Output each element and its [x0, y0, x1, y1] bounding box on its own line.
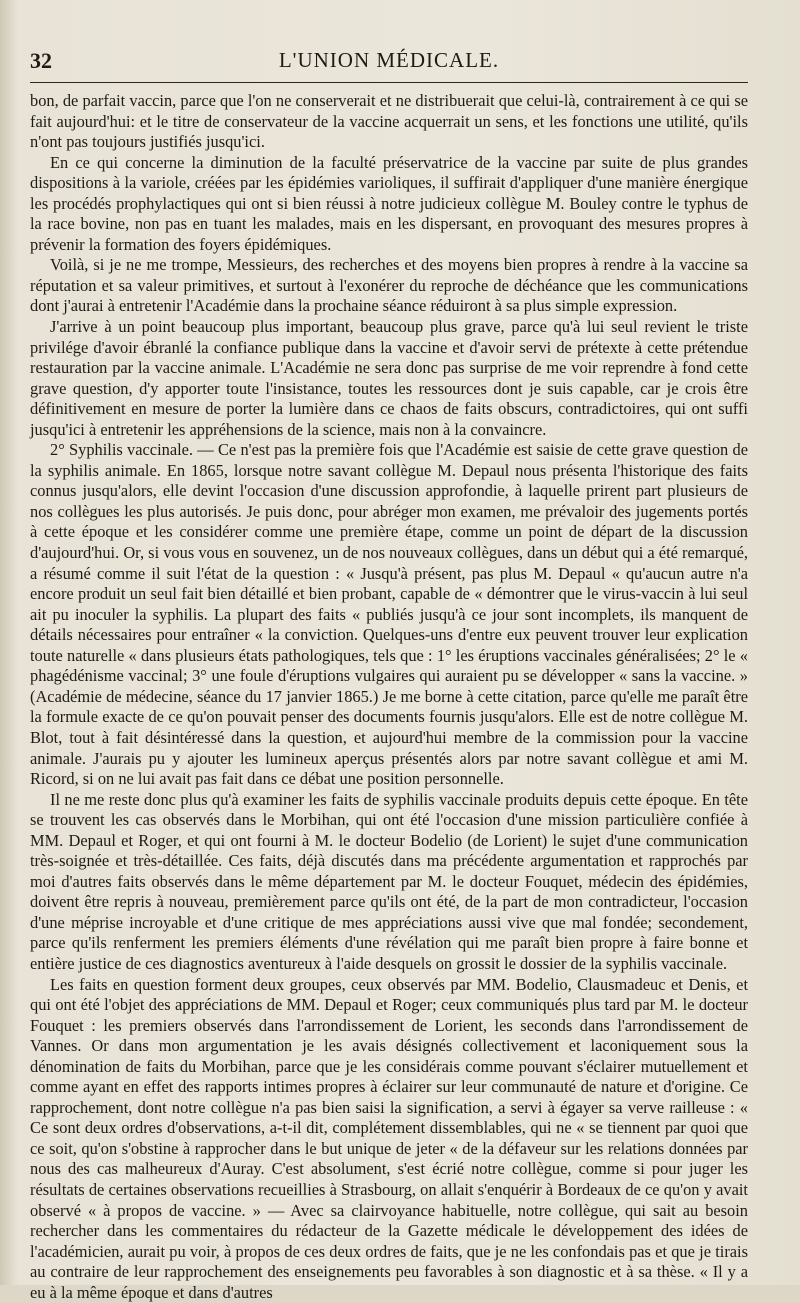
page-header — [30, 44, 748, 76]
paragraph: bon, de parfait vaccin, parce que l'on ne conserverait et ne distribuerait que celui-là, contrairement à ce qui se fait aujourd'hui: et le titre de conservateur de la vaccine acquerrait un sens, et les fonctions une utilité, qu'ils n'ont pas toujours justifiés jusqu'ici. — [30, 91, 748, 152]
article-body — [30, 91, 748, 1303]
paragraph: Il ne me reste donc plus qu'à examiner les faits de syphilis vaccinale produits depuis cette époque. En tête se trouvent les cas observés dans le Morbihan, qui ont été l'occasion d'une mission particulière confiée à MM. Depaul et Roger, et qui ont fourni à M. le docteur Bodelio (de Lorient) le sujet d'une communication très-soignée et très-détaillée. Ces faits, déjà discutés dans ma précédente argumentation et rapprochés par moi d'autres faits observés dans le même département par M. le docteur Fouquet, médecin des épidémies, doivent être repris à nouveau, premièrement parce qu'ils ont été, de la part de mon contradicteur, l'occasion d'une méprise incroyable et d'une critique de mes appréciations aussi vive que mal fondée; secondement, parce qu'ils renferment les premiers éléments d'une révélation qui me paraît bien propre à faire bonne et entière justice de ces diagnostics aventureux à l'aide desquels on grossit le dossier de la syphilis vaccinale. — [30, 789, 748, 973]
header-rule — [30, 82, 748, 83]
page-number: 32 — [30, 48, 52, 73]
paragraph: J'arrive à un point beaucoup plus important, beaucoup plus grave, parce qu'à lui seul revient le triste privilége d'avoir ébranlé la confiance publique dans la vaccine et d'avoir servi de prétexte à cette prétendue restauration par la vaccine animale. L'Académie ne sera donc pas surprise de me voir reprendre à fond cette grave question, d'y apporter toute l'insistance, toutes les ressources dont je suis capable, car je crois être définitivement en mesure de porter la lumière dans ce chaos de faits obscurs, contradictoires, qui ont suffi jusqu'ici à entretenir les appréhensions de la science, mais non à la convaincre. — [30, 317, 748, 439]
paragraph: 2° Syphilis vaccinale. — Ce n'est pas la première fois que l'Académie est saisie de cette grave question de la syphilis animale. En 1865, lorsque notre savant collègue M. Depaul nous présenta l'historique des faits connus jusqu'alors, elle devint l'occasion d'une discussion approfondie, à laquelle prirent part plusieurs de nos collègues les plus autorisés. Je puis donc, pour abréger mon examen, me prévaloir des jugements portés à cette époque et les considérer comme une première étape, comme un point de départ de la discussion d'aujourd'hui. Or, si vous vous en souvenez, un de nos nouveaux collègues, dans un début qui a été remarqué, a résumé comme il suit l'état de la question : « Jusqu'à présent, pas plus M. Depaul « qu'aucun autre n'a encore produit un seul fait bien détaillé et bien probant, capable de « démontrer que le virus-vaccin à lui seul ait pu inoculer la syphilis. La plupart des faits « publiés jusqu'à ce jour sont incomplets, ils manquent de détails nécessaires pour entraîner « la conviction. Quelques-uns d'entre eux peuvent trouver leur explication toute naturelle « dans plusieurs états pathologiques, tels que : 1° les éruptions vaccinales généralisées; 2° le « phagédénisme vaccinal; 3° une foule d'éruptions vulgaires qui auraient pu se développer « sans la vaccine. » (Académie de médecine, séance du 17 janvier 1865.) Je me borne à cette citation, parce qu'elle me paraît être la formule exacte de ce qu'on pouvait penser des documents fournis jusqu'alors. Elle est de notre collègue M. Blot, tout à fait désintéressé dans la question, et aujourd'hui membre de la commission pour la vaccine animale. J'aurais pu y ajouter les lumineux aperçus présentés alors par notre savant collègue et ami M. Ricord, si on ne lui avait pas fait dans ce débat une position personnelle. — [30, 440, 748, 789]
paragraph: Les faits en question forment deux groupes, ceux observés par MM. Bodelio, Clausmadeuc et Denis, et qui ont été l'objet des appréciations de MM. Depaul et Roger; ceux communiqués plus tard par M. le docteur Fouquet : les premiers observés dans l'arrondissement de Lorient, les seconds dans l'arrondissement de Vannes. Or dans mon argumentation je les avais désignés collectivement et laconiquement sous la dénomination de faits du Morbihan, parce que je les considérais comme pouvant s'éclairer mutuellement et comme ayant en effet des rapports intimes propres à éclairer sur leur communauté de nature et d'origine. Ce rapprochement, dont notre collègue n'a pas bien saisi la signification, a servi à égayer sa verve railleuse : « Ce sont deux ordres d'observations, a-t-il dit, complétement dissemblables, qui ne « se tiennent par quoi que ce soit, qu'on s'obstine à rapprocher dans le but unique de jeter « de la défaveur sur les relations données par nous des cas malheureux d'Auray. C'est absolument, s'est écrié notre collègue, comme si pour juger les résultats de certaines observations recueillies à Strasbourg, on allait s'enquérir à Bordeaux de ce qu'on y avait observé « à propos de vaccine. » — Avec sa clairvoyance habituelle, notre collègue, qui sait au besoin rechercher dans les commentaires du rédacteur de la Gazette médicale le développement des idées de l'académicien, aurait pu voir, à propos de ces deux ordres de faits, que je ne les confondais pas et que je tirais au contraire de leur rapprochement des enseignements peu favorables à son diagnostic et à sa thèse. « Il y a eu à la même époque et dans d'autres — [30, 974, 748, 1302]
running-title: L'UNION MÉDICALE. — [278, 48, 500, 72]
paragraph: Voilà, si je ne me trompe, Messieurs, des recherches et des moyens bien propres à rendre à la vaccine sa réputation et sa valeur primitives, et surtout à l'exonérer du reproche de déchéance que les communications dont j'aurai à entretenir l'Académie dans la prochaine séance réduiront à sa plus simple expression. — [30, 255, 748, 316]
paragraph: En ce qui concerne la diminution de la faculté préservatrice de la vaccine par suite de plus grandes dispositions à la variole, créées par les épidémies varioliques, il suffirait d'appliquer d'une manière énergique les procédés prophylactiques qui ont si bien réussi à notre judicieux collègue M. Bouley contre le typhus de la race bovine, non pas en tuant les malades, mais en les dispersant, en provoquant des mesures propres à prévenir la formation des foyers épidémiques. — [30, 152, 748, 254]
